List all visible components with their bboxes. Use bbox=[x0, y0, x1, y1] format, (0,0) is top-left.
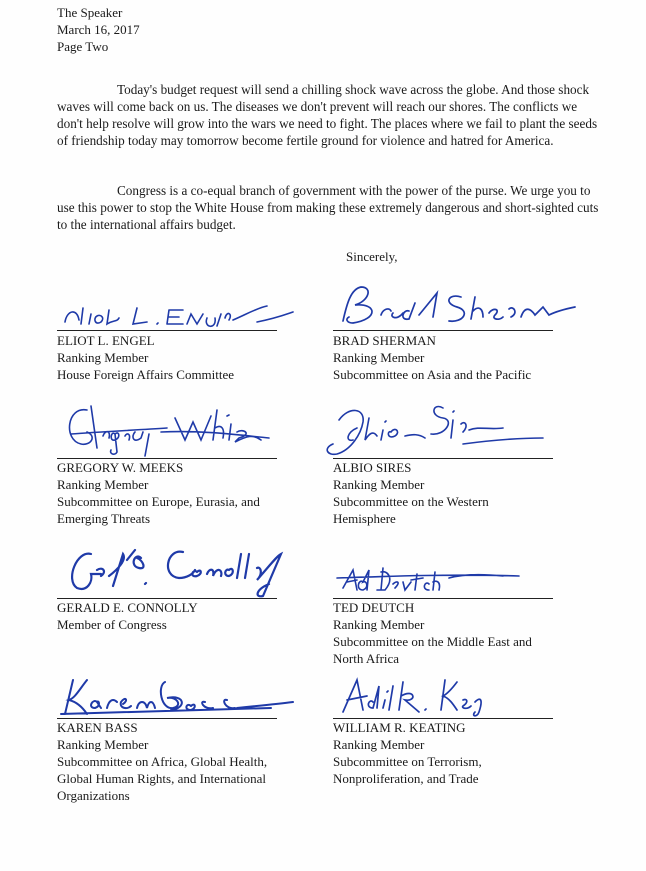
signer-name: BRAD SHERMAN bbox=[333, 333, 436, 348]
signer-title: Ranking Member bbox=[57, 737, 149, 752]
signer-title: Ranking Member bbox=[333, 617, 425, 632]
signer-name: GREGORY W. MEEKS bbox=[57, 460, 184, 475]
letter-header bbox=[57, 4, 140, 55]
signer-committee-cont: Nonproliferation, and Trade bbox=[333, 771, 479, 786]
body-paragraph-1: Today's budget request will send a chilling shock wave across the globe. And those shock waves will come back on us. The diseases we don't prevent will reach our shores. The conflicts we don't help resolve will grow into the wars we need to fight. The places where we fail to plant the seeds of friendship today may tomorrow become fertile ground for violence and hatred for America. bbox=[57, 82, 598, 148]
signature-sires bbox=[293, 400, 573, 458]
signature-block-connolly bbox=[57, 540, 297, 635]
signer-committee: Subcommittee on the Western bbox=[333, 494, 489, 509]
signer-title: Ranking Member bbox=[333, 350, 425, 365]
signer-committee-cont2: Organizations bbox=[57, 788, 130, 803]
signature-block-sires bbox=[333, 400, 583, 530]
signature-meeks bbox=[57, 400, 297, 458]
page-number: Page Two bbox=[57, 39, 109, 54]
signer-title: Ranking Member bbox=[57, 477, 149, 492]
signature-block-bass bbox=[57, 672, 307, 812]
body-paragraph-2: Congress is a co-equal branch of government with the power of the purse. We urge you to use this power to stop the White House from making these extremely dangerous and short-sighted cuts to the international affairs budget. bbox=[57, 183, 599, 232]
signature-bass bbox=[57, 672, 307, 718]
signature-block-keating bbox=[333, 672, 583, 792]
signer-name: ALBIO SIRES bbox=[333, 460, 412, 475]
letter-date: March 16, 2017 bbox=[57, 22, 140, 37]
recipient: The Speaker bbox=[57, 5, 123, 20]
signer-committee-cont: Global Human Rights, and International bbox=[57, 771, 267, 786]
signer-name: TED DEUTCH bbox=[333, 600, 415, 615]
signature-block-sherman bbox=[333, 283, 583, 393]
signature-sherman bbox=[333, 283, 583, 330]
signer-committee-cont: Hemisphere bbox=[333, 511, 396, 526]
signer-committee: House Foreign Affairs Committee bbox=[57, 367, 235, 382]
signature-keating bbox=[333, 672, 583, 718]
signer-title: Ranking Member bbox=[57, 350, 149, 365]
signer-committee-cont: Emerging Threats bbox=[57, 511, 151, 526]
signer-committee-cont: North Africa bbox=[333, 651, 400, 666]
signer-committee: Subcommittee on Europe, Eurasia, and bbox=[57, 494, 260, 509]
signer-committee: Subcommittee on the Middle East and bbox=[333, 634, 532, 649]
signer-name: GERALD E. CONNOLLY bbox=[57, 600, 198, 615]
signature-block-engel bbox=[57, 300, 297, 390]
signature-engel bbox=[57, 300, 297, 330]
signer-title: Member of Congress bbox=[57, 617, 167, 632]
signature-block-meeks bbox=[57, 400, 297, 530]
signer-committee: Subcommittee on Asia and the Pacific bbox=[333, 367, 532, 382]
signer-title: Ranking Member bbox=[333, 737, 425, 752]
signature-connolly bbox=[57, 540, 297, 598]
closing: Sincerely, bbox=[346, 249, 398, 264]
signer-name: WILLIAM R. KEATING bbox=[333, 720, 466, 735]
signer-name: KAREN BASS bbox=[57, 720, 138, 735]
signer-name: ELIOT L. ENGEL bbox=[57, 333, 155, 348]
signature-block-deutch bbox=[333, 560, 583, 675]
signer-committee: Subcommittee on Terrorism, bbox=[333, 754, 482, 769]
signer-committee: Subcommittee on Africa, Global Health, bbox=[57, 754, 268, 769]
signer-title: Ranking Member bbox=[333, 477, 425, 492]
signature-deutch bbox=[333, 560, 583, 598]
